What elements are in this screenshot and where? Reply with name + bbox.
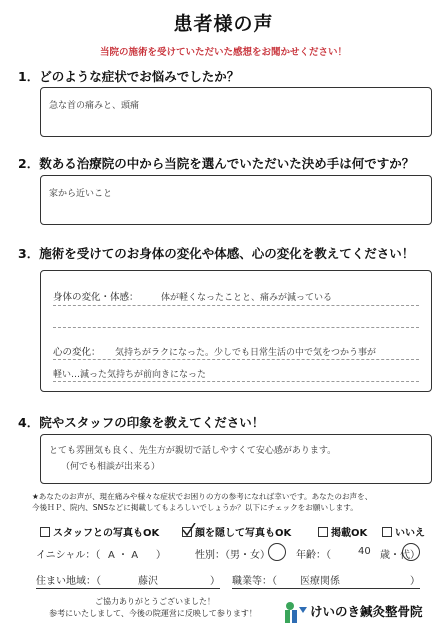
question-1-label: 1．どのような症状でお悩みでしたか？ <box>18 69 240 84</box>
question-3-answer-box <box>40 270 432 392</box>
initial-close: ） <box>156 550 166 561</box>
gender-label: 性別：（男・女） <box>195 550 270 561</box>
answer-line <box>53 305 419 306</box>
answer-line <box>53 359 419 360</box>
age-value: 40 <box>358 546 371 557</box>
consent-option-staff-photo[interactable]: スタッフとの写真もOK <box>40 524 159 539</box>
mind-change-answer-line-2: 軽い…減った気持ちが前向きになった <box>53 370 207 380</box>
mind-change-label: 心の変化： <box>53 347 101 358</box>
body-change-label: 身体の変化・体感： <box>53 292 139 303</box>
age-unit: 歳・代） <box>380 550 420 561</box>
notice-line-2: 今後ＨＰ、院内、SNSなどに掲載してもよろしいでしょうか？以下にチェックをお願いします。 <box>32 503 358 512</box>
age-selected-circle <box>402 543 420 561</box>
question-2-answer-box <box>40 175 432 225</box>
job-label: 職業等：（ <box>232 576 277 587</box>
age-label: 年齢：（ <box>296 550 331 561</box>
check-mark-icon <box>182 523 196 537</box>
clinic-logo-icon <box>282 599 308 625</box>
question-1-answer-box <box>40 87 432 137</box>
job-value: 医療関係 <box>300 576 340 587</box>
job-close: ） <box>410 576 420 587</box>
initial-value: A ・ A <box>108 550 139 561</box>
checkbox[interactable] <box>382 527 392 537</box>
question-4-answer-box <box>40 434 432 484</box>
job-underline <box>232 588 420 589</box>
thanks-line-2: 参考にいたしまして、今後の院運営に反映して参ります！ <box>49 609 257 618</box>
question-2-label: 2．数ある治療院の中から当院を選んでいただいた決め手は何ですか？ <box>18 156 415 171</box>
question-1-answer: 急な首の痛みと、頭痛 <box>49 101 140 111</box>
answer-line <box>53 381 419 382</box>
gender-selected-circle <box>268 543 286 561</box>
thanks-line-1: ご協力ありがとうございました！ <box>95 597 215 606</box>
question-4-answer-line-2: （何でも相談が出来る） <box>61 462 161 472</box>
area-close: ） <box>210 576 220 587</box>
clinic-name: けいのき鍼灸整骨院 <box>310 604 423 619</box>
question-4-answer-line-1: とても雰囲気も良く、先生方が親切で話しやすくて安心感があります。 <box>49 446 337 456</box>
page-title: 患者様の声 <box>173 13 274 35</box>
consent-option-no[interactable]: いいえ <box>382 524 425 539</box>
initial-label: イニシャル：（ <box>36 550 101 561</box>
area-value: 藤沢 <box>138 576 158 587</box>
consent-option-hidden-face-photo[interactable]: 顔を隠して写真もOK <box>182 524 291 539</box>
page-subtitle: 当院の施術を受けていただいた感想をお聞かせください！ <box>99 47 347 58</box>
checkbox[interactable] <box>318 527 328 537</box>
consent-option-publish[interactable]: 掲載OK <box>318 524 367 539</box>
body-change-answer: 体が軽くなったことと、痛みが減っている <box>161 293 333 303</box>
area-underline <box>36 588 220 589</box>
area-label: 住まい地域：（ <box>36 576 101 587</box>
notice-line-1: ★あなたのお声が、現在痛みや様々な症状でお困りの方の参考になれば幸いです。あなたのお声を、 <box>32 492 373 501</box>
question-2-answer: 家から近いこと <box>49 189 113 199</box>
mind-change-answer-line-1: 気持ちがラクになった。少しでも日常生活の中で気をつかう事が <box>115 348 377 358</box>
publication-notice <box>32 491 442 513</box>
checkbox-checked[interactable] <box>182 527 192 537</box>
question-4-label: 4．院やスタッフの印象を教えてください！ <box>18 415 265 430</box>
answer-line <box>53 327 419 328</box>
checkbox[interactable] <box>40 527 50 537</box>
question-3-label: 3．施術を受けてのお身体の変化や体感、心の変化を教えてください！ <box>18 246 415 261</box>
